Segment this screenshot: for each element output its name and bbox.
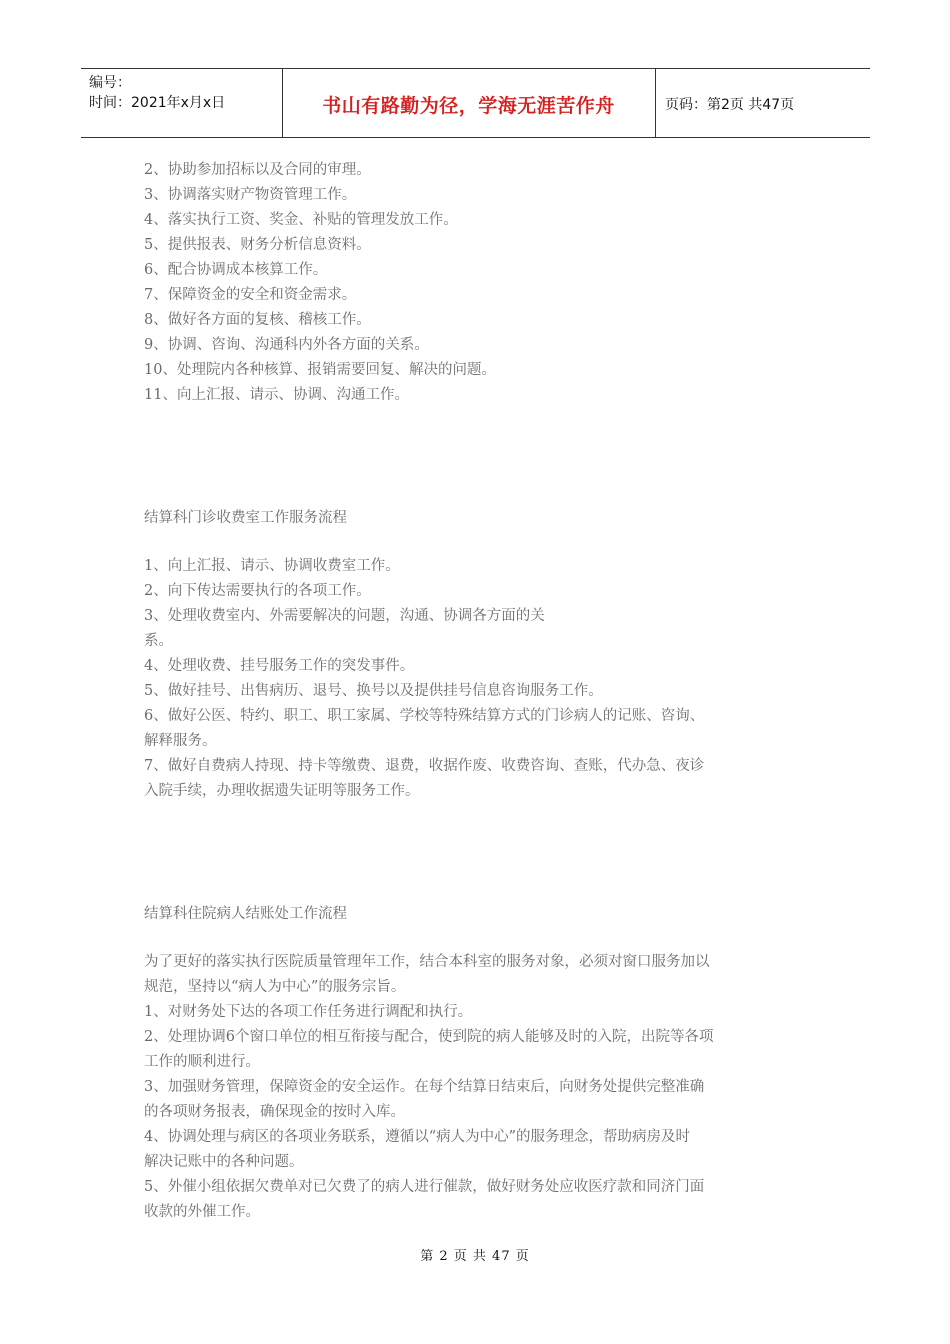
- list-item: 入院手续，办理收据遗失证明等服务工作。: [144, 783, 420, 799]
- list-item: 收款的外催工作。: [144, 1204, 260, 1220]
- list-item: 10、处理院内各种核算、报销需要回复、解决的问题。: [144, 362, 496, 378]
- header-page-info: 页码：第2页 共47页: [665, 97, 795, 113]
- header-motto: 书山有路勤为径，学海无涯苦作舟: [322, 95, 615, 117]
- list-item: 解释服务。: [144, 733, 217, 749]
- list-section-3: [144, 950, 824, 1225]
- list-item: 2、向下传达需要执行的各项工作。: [144, 583, 371, 599]
- number-label: 编号：: [89, 75, 131, 91]
- list-item: 3、加强财务管理，保障资金的安全运作。在每个结算日结束后，向财务处提供完整准确: [144, 1079, 705, 1095]
- list-item: 5、外催小组依据欠费单对已欠费了的病人进行催款，做好财务处应收医疗款和同济门面: [144, 1179, 705, 1195]
- list-item: 2、处理协调6个窗口单位的相互衔接与配合，使到院的病人能够及时的入院，出院等各项: [144, 1029, 714, 1045]
- page-header: [81, 68, 870, 138]
- list-item: 4、协调处理与病区的各项业务联系，遵循以“病人为中心”的服务理念，帮助病房及时: [144, 1129, 691, 1145]
- list-item: 1、对财务处下达的各项工作任务进行调配和执行。: [144, 1004, 473, 1020]
- section-title: 结算科门诊收费室工作服务流程: [144, 510, 347, 526]
- list-item: 4、落实执行工资、奖金、补贴的管理发放工作。: [144, 212, 458, 228]
- list-item: 7、保障资金的安全和资金需求。: [144, 287, 357, 303]
- page-footer: 第 2 页 共 47 页: [420, 1249, 530, 1264]
- list-item: 5、提供报表、财务分析信息资料。: [144, 237, 371, 253]
- list-section-1: [144, 158, 824, 408]
- document-body: [144, 158, 824, 1225]
- list-item: 的各项财务报表，确保现金的按时入库。: [144, 1104, 405, 1120]
- list-item: 1、向上汇报、请示、协调收费室工作。: [144, 558, 400, 574]
- list-item: 2、协助参加招标以及合同的审理。: [144, 162, 371, 178]
- list-item: 6、配合协调成本核算工作。: [144, 262, 328, 278]
- list-item: 解决记账中的各种问题。: [144, 1154, 304, 1170]
- list-item: 5、做好挂号、出售病历、退号、换号以及提供挂号信息咨询服务工作。: [144, 683, 603, 699]
- header-divider: [655, 69, 656, 137]
- list-item: 6、做好公医、特约、职工、职工家属、学校等特殊结算方式的门诊病人的记账、咨询、: [144, 708, 705, 724]
- section-title: 结算科住院病人结账处工作流程: [144, 906, 347, 922]
- list-item: 工作的顺利进行。: [144, 1054, 260, 1070]
- paragraph-line: 为了更好的落实执行医院质量管理年工作，结合本科室的服务对象，必须对窗口服务加以: [144, 954, 710, 970]
- list-item: 4、处理收费、挂号服务工作的突发事件。: [144, 658, 415, 674]
- header-left: [89, 73, 225, 113]
- list-item: 3、处理收费室内、外需要解决的问题，沟通、协调各方面的关: [144, 608, 545, 624]
- list-item: 7、做好自费病人持现、持卡等缴费、退费，收据作废、收费咨询、查账，代办急、夜诊: [144, 758, 705, 774]
- paragraph-line: 规范，坚持以“病人为中心”的服务宗旨。: [144, 979, 406, 995]
- list-item: 11、向上汇报、请示、协调、沟通工作。: [144, 387, 409, 403]
- list-item: 3、协调落实财产物资管理工作。: [144, 187, 357, 203]
- list-item: 8、做好各方面的复核、稽核工作。: [144, 312, 371, 328]
- time-label: 时间：2021年x月x日: [89, 95, 226, 111]
- list-section-2: [144, 554, 824, 804]
- list-item: 9、协调、咨询、沟通科内外各方面的关系。: [144, 337, 429, 353]
- list-item: 系。: [144, 633, 173, 649]
